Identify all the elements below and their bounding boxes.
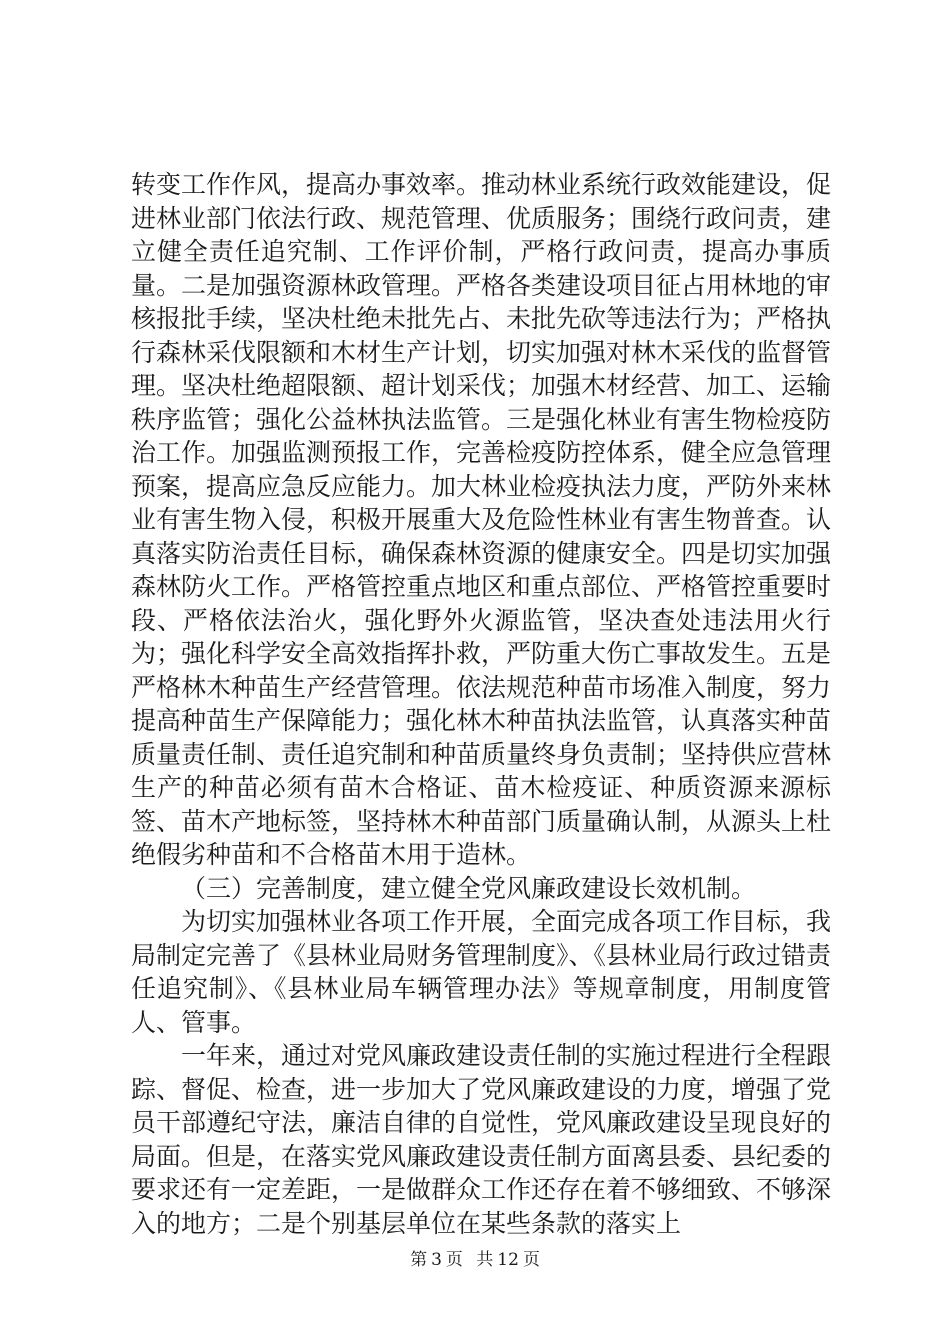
page-number-label: 第 3 页: [410, 1250, 463, 1270]
total-page-count: 12: [497, 1250, 519, 1270]
paragraph-1: 转变工作作风，提高办事效率。推动林业系统行政效能建设，促进林业部门依法行政、规范管理、优质服务；围绕行政问责，建立健全责任追究制、工作评价制，严格行政问责，提高办事质量。二是加强资源林政管理。严格各类建设项目征占用林地的审核报批手续，坚决杜绝未批先占、未批先砍等违法行为；严格执行森林采伐限额和木材生产计划，切实加强对林木采伐的监督管理。坚决杜绝超限额、超计划采伐；加强木材经营、加工、运输秩序监管；强化公益林执法监管。三是强化林业有害生物检疫防治工作。加强监测预报工作，完善检疫防控体系，健全应急管理预案，提高应急反应能力。加大林业检疫执法力度，严防外来林业有害生物入侵，积极开展重大及危险性林业有害生物普查。认真落实防治责任目标，确保森林资源的健康安全。四是切实加强森林防火工作。严格管控重点地区和重点部位、严格管控重要时段、严格依法治火，强化野外火源监管，坚决查处违法用火行为；强化科学安全高效指挥扑救，严防重大伤亡事故发生。五是严格林木种苗生产经营管理。依法规范种苗市场准入制度，努力提高种苗生产保障能力；强化林木种苗执法监管，认真落实种苗质量责任制、责任追究制和种苗质量终身负责制；坚持供应营林生产的种苗必须有苗木合格证、苗木检疫证、种质资源来源标签、苗木产地标签，坚持林木种苗部门质量确认制，从源头上杜绝假劣种苗和不合格苗木用于造林。: [131, 170, 832, 869]
current-page-number: 3: [431, 1250, 442, 1270]
paragraph-3: 为切实加强林业各项工作开展，全面完成各项工作目标，我局制定完善了《县林业局财务管理制度》、《县林业局行政过错责任追究制》、《县林业局车辆管理办法》等规章制度，用制度管人、管事。: [131, 907, 832, 1037]
paragraph-4: 一年来，通过对党风廉政建设责任制的实施过程进行全程跟踪、督促、检查，进一步加大了党风廉政建设的力度，增强了党员干部遵纪守法，廉洁自律的自觉性，党风廉政建设呈现良好的局面。但是，在落实党风廉政建设责任制方面离县委、县纪委的要求还有一定差距，一是做群众工作还存在着不够细致、不够深入的地方；二是个别基层单位在某些条款的落实上: [131, 1041, 832, 1238]
paragraph-2-section-heading: （三）完善制度，建立健全党风廉政建设长效机制。: [181, 873, 757, 903]
document-body: [131, 168, 831, 1240]
total-pages-label: 共 12 页: [476, 1250, 540, 1270]
page-footer: [0, 1245, 950, 1270]
